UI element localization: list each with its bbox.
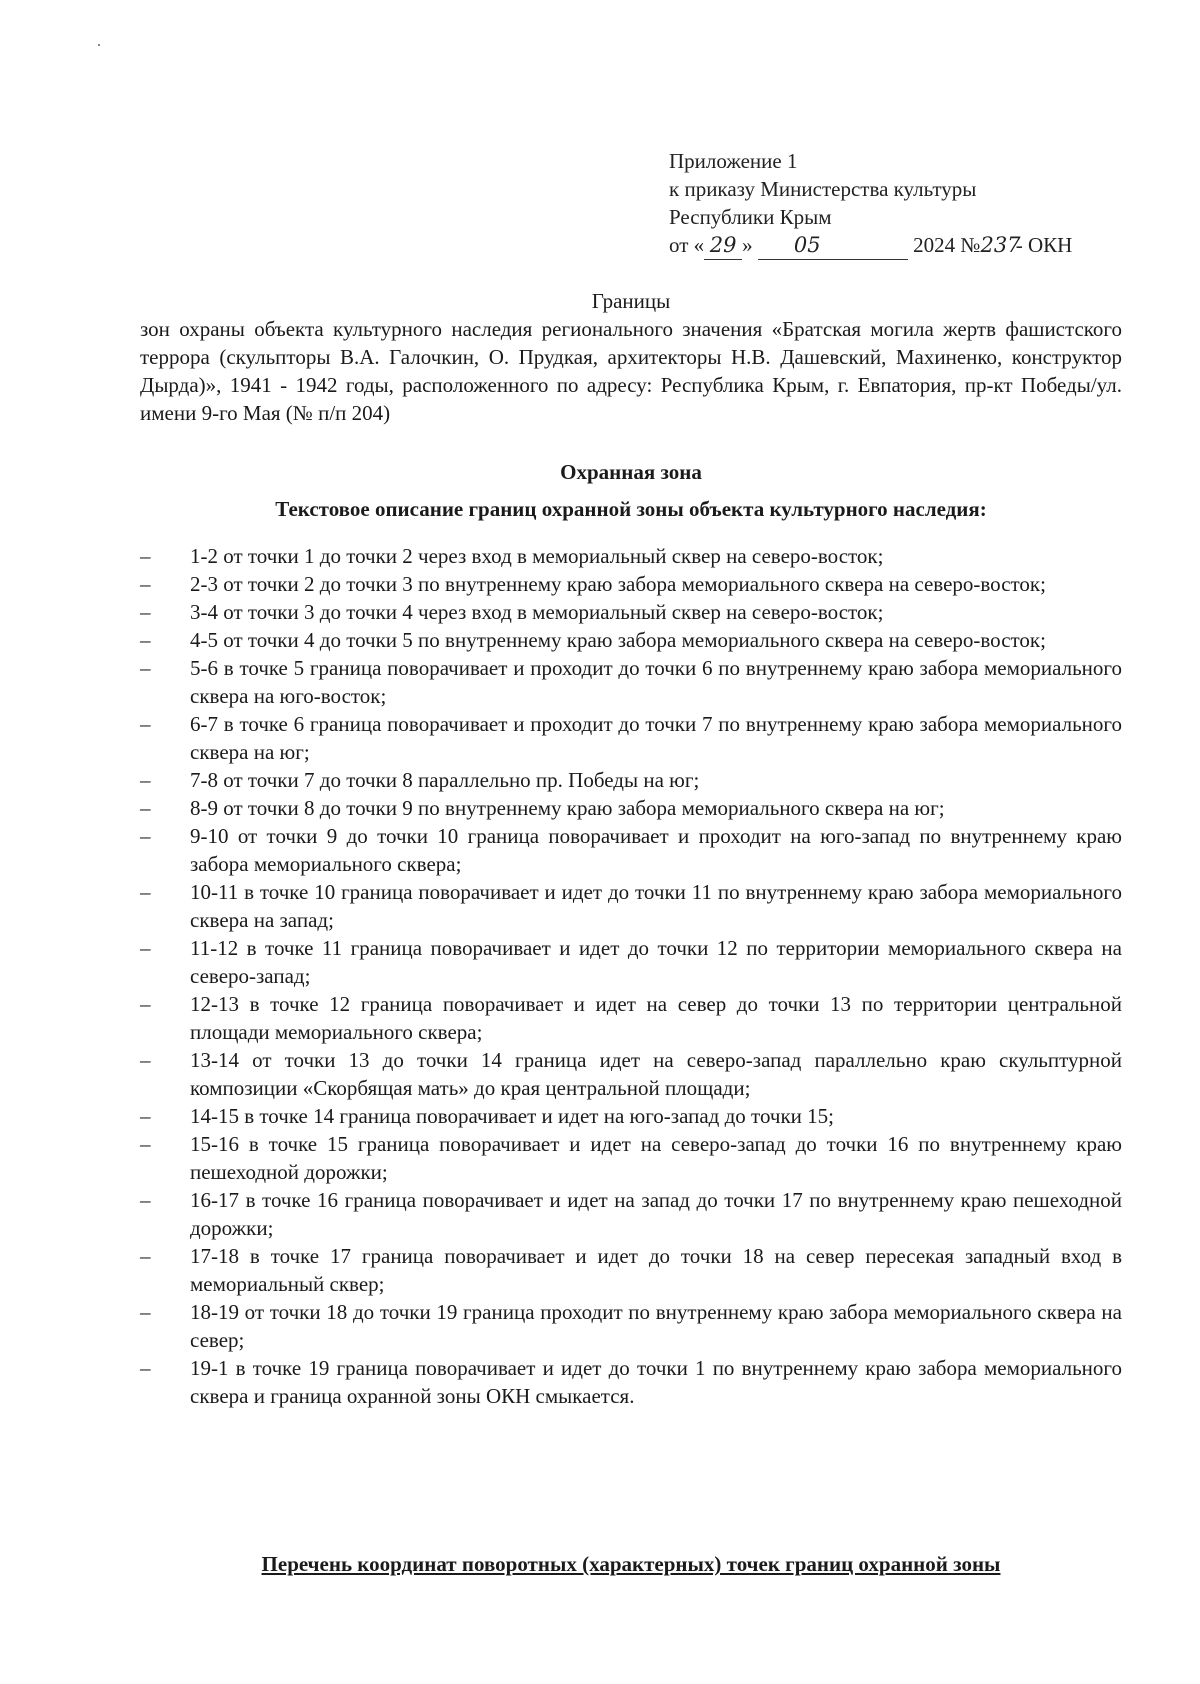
list-item: – 12-13 в точке 12 граница поворачивает и идет на север до точки 13 по территории центральной площади мемориального сквера;	[140, 990, 1122, 1046]
date-prefix: от «	[669, 233, 705, 257]
list-item: – 6-7 в точке 6 граница поворачивает и проходит до точки 7 по внутреннему краю забора мемориального сквера на юг;	[140, 710, 1122, 766]
date-month-handwritten: 05	[758, 231, 908, 260]
document-title: Границы	[591, 289, 671, 313]
list-item: – 1-2 от точки 1 до точки 2 через вход в мемориальный сквер на северо-восток;	[140, 542, 1122, 570]
coordinates-heading: Перечень координат поворотных (характерных) точек границ охранной зоны	[261, 1552, 1001, 1576]
list-item: – 18-19 от точки 18 до точки 19 граница проходит по внутреннему краю забора мемориального сквера на север;	[140, 1298, 1122, 1354]
annex-block	[669, 147, 1129, 260]
date-day-handwritten: 29	[704, 231, 742, 260]
boundary-list	[140, 542, 1122, 1410]
list-item: – 19-1 в точке 19 граница поворачивает и идет до точки 1 по внутреннему краю забора мемориального сквера и граница охранной зоны ОКН смыкается.	[140, 1354, 1122, 1410]
scan-speck	[98, 44, 100, 46]
list-item: – 13-14 от точки 13 до точки 14 граница идет на северо-запад параллельно краю скульптурной композиции «Скорбящая мать» до края центральной площади;	[140, 1046, 1122, 1102]
list-item: – 5-6 в точке 5 граница поворачивает и проходит до точки 6 по внутреннему краю забора мемориального сквера на юго-восток;	[140, 654, 1122, 710]
annex-line-1: Приложение 1	[669, 149, 798, 173]
list-item: – 9-10 от точки 9 до точки 10 граница поворачивает и проходит на юго-запад по внутреннему краю забора мемориального сквера;	[140, 822, 1122, 878]
description-heading: Текстовое описание границ охранной зоны объекта культурного наследия:	[275, 497, 987, 521]
document-subtitle: зон охраны объекта культурного наследия регионального значения «Братская могила жертв фашистского террора (скульпторы В.А. Галочкин, О. Прудкая, архитекторы Н.В. Дашевский, Махиненко, конструктор Дырда)», 1941 - 1942 годы, расположенного по адресу: Республика Крым, г. Евпатория, пр-кт Победы/ул. имени 9-го Мая (№ п/п 204)	[140, 317, 1122, 425]
date-year: 2024 №	[913, 233, 981, 257]
list-item: – 3-4 от точки 3 до точки 4 через вход в мемориальный сквер на северо-восток;	[140, 598, 1122, 626]
list-item: – 2-3 от точки 2 до точки 3 по внутреннему краю забора мемориального сквера на северо-восток;	[140, 570, 1122, 598]
list-item: – 11-12 в точке 11 граница поворачивает и идет до точки 12 по территории мемориального сквера на северо-запад;	[140, 934, 1122, 990]
list-item: – 10-11 в точке 10 граница поворачивает и идет до точки 11 по внутреннему краю забора мемориального сквера на запад;	[140, 878, 1122, 934]
order-suffix: - ОКН	[1015, 233, 1073, 257]
list-item: – 17-18 в точке 17 граница поворачивает и идет до точки 18 на север пересекая западный вход в мемориальный сквер;	[140, 1242, 1122, 1298]
date-mid: »	[742, 233, 753, 257]
order-number-handwritten: 237	[980, 233, 1021, 257]
annex-date-line	[669, 231, 1129, 260]
list-item: – 7-8 от точки 7 до точки 8 параллельно пр. Победы на юг;	[140, 766, 1122, 794]
list-item: – 8-9 от точки 8 до точки 9 по внутреннему краю забора мемориального сквера на юг;	[140, 794, 1122, 822]
list-item: – 15-16 в точке 15 граница поворачивает и идет на северо-запад до точки 16 по внутреннему краю пешеходной дорожки;	[140, 1130, 1122, 1186]
zone-heading: Охранная зона	[560, 460, 702, 484]
annex-line-2: к приказу Министерства культуры	[669, 177, 977, 201]
list-item: – 14-15 в точке 14 граница поворачивает и идет на юго-запад до точки 15;	[140, 1102, 1122, 1130]
annex-line-3: Республики Крым	[669, 205, 832, 229]
list-item: – 16-17 в точке 16 граница поворачивает и идет на запад до точки 17 по внутреннему краю пешеходной дорожки;	[140, 1186, 1122, 1242]
list-item: – 4-5 от точки 4 до точки 5 по внутреннему краю забора мемориального сквера на северо-восток;	[140, 626, 1122, 654]
